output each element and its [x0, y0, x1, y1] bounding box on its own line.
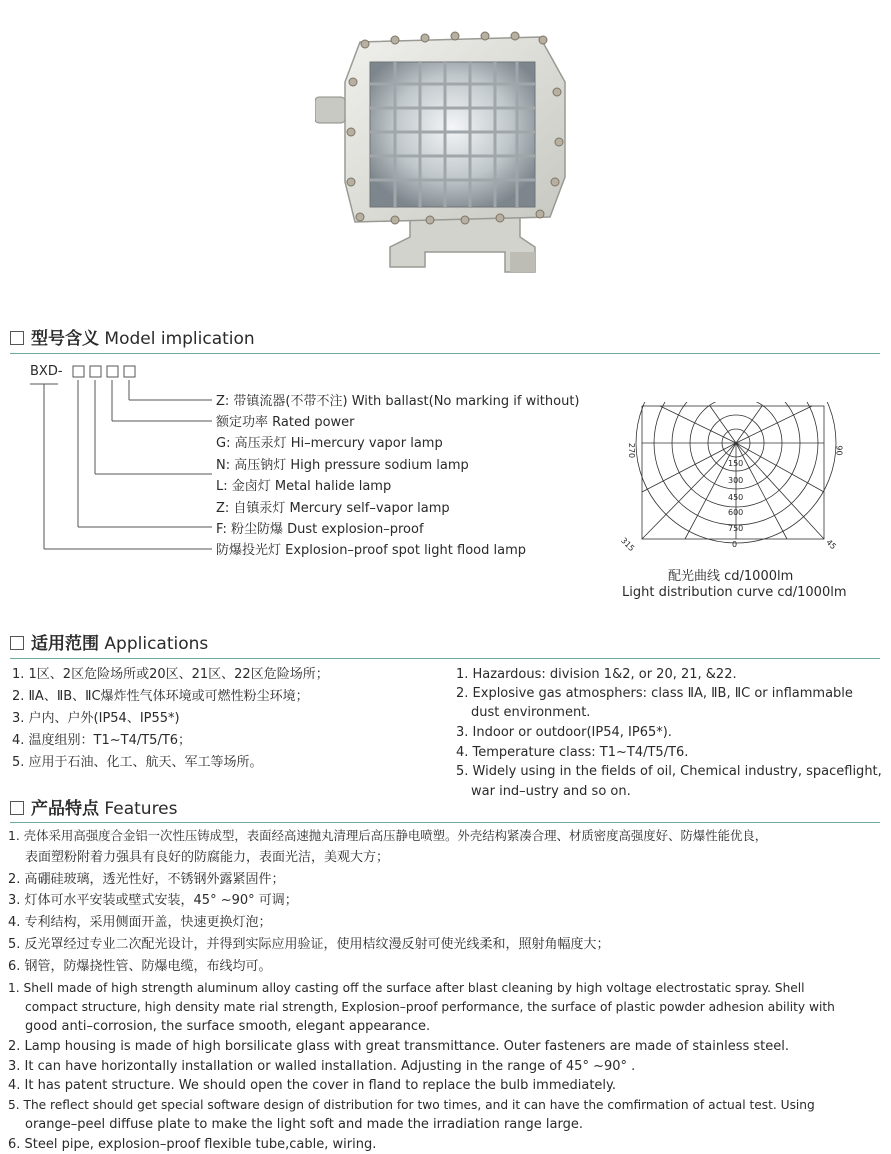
section-rule [10, 353, 880, 354]
feature-line: 4. It has patent structure. We should open the cover in fland to replace the bulb immediately. [8, 1078, 616, 1093]
application-en-line: 4. Temperature class: T1~T4/T5/T6. [456, 745, 689, 760]
ring-label: 300 [728, 476, 744, 485]
application-en-line: 1. Hazardous: division 1&2, or 20, 21, &22. [456, 667, 737, 682]
application-cn-line: 1. 1区、2区危险场所或20区、21区、22区危险场所； [12, 667, 329, 682]
ring-label: 450 [728, 493, 744, 502]
ring-label: 600 [728, 508, 744, 517]
angle-label-0: 0 [732, 540, 738, 549]
model-prefix: BXD- [30, 364, 63, 379]
feature-line: 6. Steel pipe, explosion–proof flexible tube,cable, wiring. [8, 1137, 377, 1152]
section-bullet-icon [10, 331, 24, 345]
angle-label-270: 270 [627, 442, 637, 459]
feature-line: 3. 灯体可水平安装或壁式安装，45° ~90° 可调； [8, 893, 298, 908]
model-line: 额定功率 Rated power [216, 415, 355, 430]
application-cn-line: 5. 应用于石油、化工、航天、军工等场所。 [12, 755, 263, 770]
section-title-cn: 型号含义 [31, 329, 99, 349]
section-title-cn: 产品特点 [31, 799, 99, 819]
application-en-line: war ind–ustry and so on. [471, 784, 631, 799]
model-line: G: 高压汞灯 Hi–mercury vapor lamp [216, 436, 443, 451]
feature-line: 4. 专利结构，采用侧面开盖，快速更换灯泡； [8, 915, 272, 930]
ring-label: 750 [728, 524, 744, 533]
section-title-en: Model implication [104, 329, 255, 349]
application-en-line: 2. Explosive gas atmosphers: class ⅡA, ⅡB, ⅡC or inflammable [456, 686, 853, 701]
section-title-features [10, 798, 178, 820]
feature-line: orange–peel diffuse plate to make the light soft and made the irradiation range large. [25, 1117, 583, 1132]
section-title-en: Features [104, 799, 178, 819]
model-line: L: 金卤灯 Metal halide lamp [216, 479, 392, 494]
curve-caption-cn: 配光曲线 cd/1000lm [668, 569, 794, 584]
feature-line: 2. 高硼硅玻璃，透光性好，不锈钢外露紧固件； [8, 872, 285, 887]
feature-line: 5. The reflect should get special software design of distribution for two times, and it can have the comfirmation of actual test. Using [8, 1098, 815, 1112]
section-bullet-icon [10, 801, 24, 815]
feature-line: good anti–corrosion, the surface smooth, elegant appearance. [25, 1019, 431, 1034]
section-title-en: Applications [104, 634, 209, 654]
model-line: Z: 带镇流器(不带不注) With ballast(No marking if without) [216, 394, 580, 409]
application-en-line: dust environment. [471, 705, 591, 720]
angle-label-315: 315 [619, 535, 637, 554]
application-cn-line: 4. 温度组别：T1~T4/T5/T6； [12, 733, 192, 748]
angle-label-45: 45 [824, 537, 838, 552]
feature-line: 1. 壳体采用高强度合金铝一次性压铸成型，表面经高速抛丸清理后高压静电喷塑。外壳结构紧凑合理、材质密度高强度好、防爆性能优良， [8, 828, 768, 843]
feature-line: 3. It can have horizontally installation or walled installation. Adjusting in the range of 45° ~90° . [8, 1059, 636, 1074]
application-en-line: 3. Indoor or outdoor(IP54, IP65*). [456, 725, 672, 740]
model-tree [0, 360, 220, 560]
feature-line: 1. Shell made of high strength aluminum alloy casting off the surface after blast cleaning by high voltage electrostatic spray. Shell [8, 981, 805, 995]
product-image [315, 22, 575, 284]
ring-label: 150 [728, 459, 744, 468]
model-line: F: 粉尘防爆 Dust explosion–proof [216, 522, 424, 537]
application-cn-line: 3. 户内、户外(IP54、IP55*) [12, 711, 180, 726]
section-bullet-icon [10, 636, 24, 650]
curve-caption-en: Light distribution curve cd/1000lm [622, 585, 847, 600]
section-title-model [10, 328, 255, 350]
application-cn-line: 2. ⅡA、ⅡB、ⅡC爆炸性气体环境或可燃性粉尘环境； [12, 689, 309, 704]
section-title-applications [10, 633, 208, 655]
angle-label-90: 90 [834, 445, 844, 456]
feature-line: compact structure, high density mate rial strength, Explosion–proof performance, the surface of plastic powder adhesion ability with [25, 1000, 835, 1014]
model-line: Z: 自镇汞灯 Mercury self–vapor lamp [216, 501, 450, 516]
application-en-line: 5. Widely using in the fields of oil, Chemical industry, spaceflight, [456, 764, 882, 779]
feature-line: 6. 钢管，防爆挠性管、防爆电缆，布线均可。 [8, 959, 272, 974]
section-rule [10, 658, 880, 659]
feature-line: 2. Lamp housing is made of high borsilicate glass with great transmittance. Outer fasteners are made of stainless steel. [8, 1039, 789, 1054]
feature-line: 5. 反光罩经过专业二次配光设计，并得到实际应用验证，使用桔纹漫反射可使光线柔和，照射角幅度大； [8, 937, 610, 952]
section-rule [10, 822, 880, 823]
model-line: 防爆投光灯 Explosion–proof spot light flood lamp [216, 543, 526, 558]
section-title-cn: 适用范围 [31, 634, 99, 654]
model-line: N: 高压钠灯 High pressure sodium lamp [216, 458, 469, 473]
feature-line: 表面塑粉附着力强具有良好的防腐能力，表面光洁，美观大方； [25, 850, 390, 865]
